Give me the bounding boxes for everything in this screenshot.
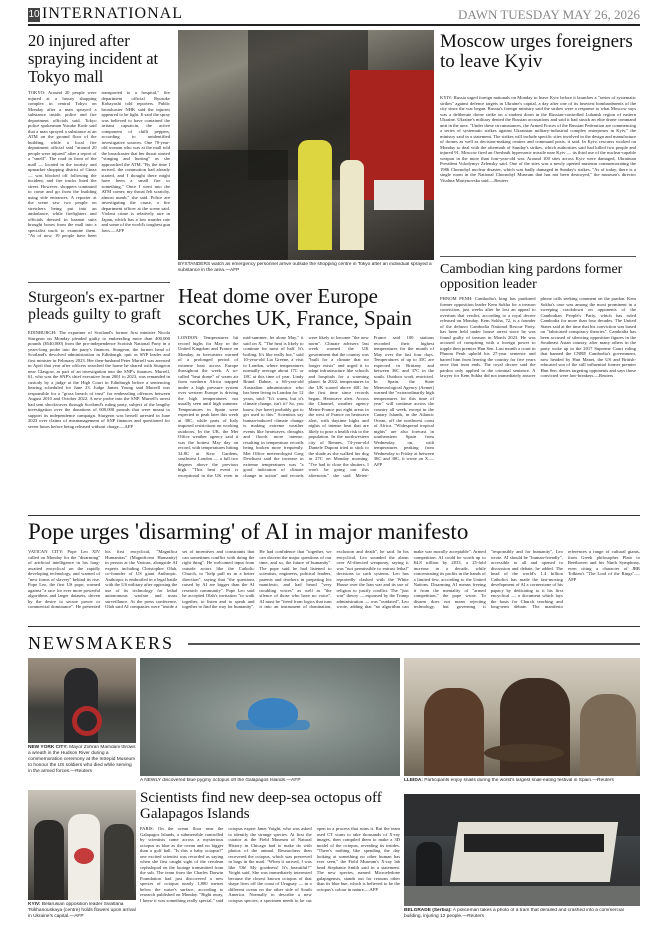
ny-photo — [28, 658, 136, 743]
heat-body: LONDON: Temperatures hit record highs for May in the United Kingdom and France on Monday, as forecasters warned of a prolonged period of extreme heat across Europe throughout the week. A so-called "heat dome" of warm air from northern Africa trapped under a high pressure system over western Europe is driving the high temperatures not usually seen until high summer. Temperatures in Spain were expected to peak later this week at 38C, while parts of Italy imposed restrictions on working outdoors. In the UK, the Met Office weather agency said it was the hottest May day on record, with temperatures hitting 34.8C at Kew Gardens, southwest London — a full two degrees above the previous high. "This heat event is exceptional in the UK even in mid-summer, let alone May," it said on X. "The heat is likely to continue for most of half. It's boiling. It's like really hot," said 10-year-old Lia Greene, a visit to London, where temperatures normally average about 17C or 18C at this time of year. Lindy Brand Dabne, a 66-year-old Australian administrator who has been living in London for 12 years, said: "It's warm, but it's climate change, isn't it? So, you know, (we have) probably got to get used to this." Scientists say human-induced climate change is making extreme weather events like heatwaves, droughts and floods more intense, resulting in temperature records being broken more frequently. Met Office meteorologist Greg Dewhurst said the increase in extreme temperatures was "a good indication of climate change in action" and records were likely to become "the new norm". Climate advisers last week warned the UK government that the country was "built for a climate that no longer exists" and urged it to adapt infrastructure like schools and hospitals for a warming planet. In 2022, temperatures in the UK soared above 40C for the first time since records began. Heatwave alert. Across the Channel, weather agency Meteo-France put eight areas in the west of France on heatwave alert, with daytime highs and nights of intense heat that are likely to pose a health risk to the population. In the northwestern city of Rennes, 74-year-old Daniele Dupont tried to stick to the shade as she walked her dog in 27C on Monday morning. "I've had to close the shutters, I won't be going out this afternoon," she said. Meteo-France said 100 stations recorded their highest temperatures for the month of May over the last four days. Temperatures of up to 35C are expected in Brittany and between 36C and 37C in the south. Outdoor work restricted. In Spain, the State Meteorological Agency (Aemet) warned the "extraordinarily high temperatures for this time of year" will continue across the country all week, except in the Canary Islands, in the Atlantic Ocean, off the northwest coast of Africa. "Widespread tropical nights" are also forecast in southeastern Spain from Wednesday on, with temperatures peaking from Wednesday to Friday at between 36C and 38C, it wrote on X.—AFP — [178, 335, 434, 478]
kyiv-photo-person-2 — [104, 824, 134, 900]
belgrade-photo-tram-windows — [464, 834, 604, 852]
belgrade-photo-street — [404, 886, 640, 906]
tokyo-caption: BYSTANDERS watch as emergency personnel arrive outside the shopping centre in Tokyo after an individual sprayed a substance in the area.—AFP — [178, 262, 432, 273]
octopus-photo-arms — [236, 720, 310, 730]
pope-top-rule — [28, 515, 640, 516]
kyiv-caption-lead: KYIV: — [28, 902, 41, 907]
header-rule — [28, 24, 640, 26]
tokyo-body: TOKYO: Around 20 people were injured at a luxury shopping complex in central Tokyo on Monday after a man sprayed a substance inside, police and fire department officials said. Tokyo police spokesman Yusuke Kode said that a man sprayed a substance at an ATM on the ground floor of the building, while a local fire department official said "around 20 people were injured" after a report of a "smell". The road in front of the mall — located in the touristy and upmarket shopping district of Ginza — was blocked off following the incident, and fire trucks lined the street. However, shoppers continued to come and go from the building using side entrances. A reporter at the scene saw two people on stretchers being put into an ambulance, while firefighters and officials dressed in hazmat suits brought boxes from the mall into a specialist truck to examine them. "As of now, 19 people have been transported to a hospital," fire department official Ryusuke Kobayashi told reporters. Public broadcaster NHK said the injuries appeared to be light. It said the spray was believed to have contained the irritant capsaicin, the active component of chilli peppers, according to unidentified investigative sources. One 70-year-old woman who was at the mall told the broadcaster that her throat started "stinging and hurting" as she approached the ATM. "By the time I arrived, the commotion had already started, and I thought there might have been a small fire or something," Once I went into the ATM corner, my throat felt scratchy, almost numb," she said. Police are investigating the cause, a fire department officer at the scene said. Violent crime is relatively rare in Japan, which has a low murder rate and some of the world's toughest gun laws.—AFP — [28, 90, 170, 238]
tokyo-photo-worker-1 — [298, 140, 332, 250]
belgrade-caption-lead: BELGRADE (Serbia): — [404, 908, 452, 913]
kyiv-photo-person-1 — [34, 820, 64, 900]
octopus-photo — [140, 658, 400, 776]
lleida-caption — [404, 778, 640, 792]
newsmakers-banner-rule — [178, 643, 640, 645]
newsmakers-title: NEWSMAKERS — [28, 634, 188, 652]
kyiv-body: KYIV: Russia urged foreign nationals on Monday to leave Kyiv before it launches a "series of systematic strikes" against defence targets in Ukraine's capital, a day after one of its heaviest bombardments of the city since the war began. Russia's foreign ministry said the strikes were a response to what Moscow says was a deliberate drone strike on a student dorm in the Russian-controlled Luhansk region of eastern Ukraine. Ukraine's military denied the Russian accusations and said it had struck an elite drone command unit in the area. "Under these circumstances, the Armed Forces of the Russian Federation are commencing a series of systematic strikes against Ukrainian military-industrial complex enterprises in Kyiv," the ministry said in a statement. The strikes will include specific sites involved in the design and manufacture of drones as well as decision-making centres and command posts, it said. In Kyiv, rescuers worked on Monday to deal with the aftermath of Sunday's strikes, which authorities said had killed two people and injured 91. Moscow fired an Oreshnik hypersonic missile near Kyiv — its third use of the nuclear-capable weapon in the more than four-year-old war. Around 100 sites across Kyiv were damaged, Ukrainian President Volodymyr Zelensky said. One of the sites was a newly opened museum commemorating the 1986 Chornobyl nuclear disaster, which was badly damaged in Sunday's strikes. "As of today, there is a single room in the National Chornobyl Museum that has not been destroyed," the museum's director Vitalina Martynovska said.—Reuters — [440, 95, 636, 183]
page-header — [0, 0, 660, 26]
lleida-caption-lead: LLEIDA: — [404, 778, 423, 783]
newsmakers-top-rule — [28, 626, 640, 627]
belgrade-caption — [404, 908, 640, 928]
sturgeon-headline: Sturgeon's ex-partner pleads guilty to graft — [28, 289, 165, 323]
lleida-photo-figure-3 — [580, 694, 636, 776]
ny-caption — [28, 745, 136, 785]
newsmakers-banner-bar — [28, 634, 640, 654]
pope-headline: Pope urges 'disarming' of AI in major manifesto — [28, 519, 469, 544]
belgrade-caption-text: A policeman takes a photo of a tram that derailed and crashed into a commercial building, injuring 12 people.—Reuters — [404, 908, 624, 919]
tokyo-headline: 20 injured after spraying incident at Tokyo mall — [28, 32, 159, 86]
cambodia-body: PHNOM PENH: Cambodia's king has pardoned former opposition leader Kem Sokha for a treason conviction, just weeks after he lost an appeal to overturn that verdict, according to a royal decree released on Monday. Kem Sokha, 72, is a founder of the defunct Cambodia National Rescue Party, has been held under house arrest since he was found guilty of treason in March 2023. He was accused of conspiring with a foreign power to topple then premier Hun Sen. Last month a court in Phnom Penh upheld his 27-year sentence and barred him from leaving the country for five years once that term ends. The royal decree said the pardon only applied to the criminal sentence. A lawyer for Kem Sokha did not immediately answer phone calls seeking comment on the pardon. Kem Sokha's case was among the most prominent in a sweeping crackdown on opponents of the Cambodian People's Party, which has ruled Cambodia for more than four decades. The United States said at the time that his conviction was based on "fabricated conspiracy theories". Cambodia has been accused of silencing opposition figures in the Southeast Asian country, after many others in the party woke up in the 2017 Supreme Court ruling that banned the CNRP. Cambodia's government, now headed by Hun Manet, the US and British-educated son of the still influential former premier Hun Sen, denies targeting opponents and says those convicted were law-breakers.—Reuters — [440, 296, 636, 378]
pope-body: VATICAN CITY: Pope Leo XIV called on Monday for the "disarming" of artificial intelligence in his long-awaited encyclical on the rapidly developing technology, and warned of "new forms of slavery" behind its rise. Pope Leo, the first US pope, warned against "a race for ever more powerful algorithms and larger datasets, driven by the desire to secure power or commercial dominance". He presented his first encyclical, "Magnifica Humanitas" (Magnificent Humanity) in person at the Vatican, alongside AI experts including Christopher Olah, co-founder of US giant Anthropic. Anthropic is embroiled in a legal battle with the US military after opposing the use of its technology for lethal autonomous warfare and mass surveillance. At the press conference, Olah said AI companies were "inside a set of incentives and constraints that can sometimes conflict with doing the right thing". He welcomed input from outside actors like the Catholic Church, to "help pull us in a better direction", saying that "the questions raised by AI are bigger than the AI research community". Pope Leo said he accepted Olah's invitation "to walk together, to listen and to speak and together to find the way for humanity". He had confidence that "together, we can discern the major questions of our time, and so, the future of humanity". The pope said he had listened to scientists, engineers, political leaders, parents and teachers in preparing his manifesto, and had heard "very troubling voices" as well as "the silence of those who have no voice". AI must be "freed from logics that turn it into an instrument of domination, exclusion and death", he said. In his encyclical, Leo sounded the alarm over AI-directed weaponry, saying it was "not permissible to entrust lethal" decisions to such systems. Leo has reportedly clashed with the White House over the Iran war and its use of religion to justify conflict. The "just war" theory — espoused by the Trump administration — was "outdated", Leo wrote, adding that "no algorithm can make war morally acceptable". Armed competition. AI could be worth up to $4.8 trillion by 2033, a 25-fold increase in a decade, while concentrating its profits in the hands of a limited few, according to the United Nations. Disarming AI means freeing it from the mentality of "armed competition," the pope wrote. To disarm does not mean rejecting technology, but governing it "responsibly and for humanity", Leo wrote. AI should be "human-friendly", accessible to all and opened to discussion and debate, he added. The head of the world's 1.4 billion Catholics has made the fast-moving development of AI a cornerstone of his papacy by dedicating to it his first encyclical — a document which lays the basis for Church teaching and long-term debate. The manifesto references a range of cultural giants, from Greek philosopher Plato to Beethoven and his Ninth Symphony, even citing a character of JRR Tolkien's "The Lord of the Rings".—AFP — [28, 549, 640, 609]
lleida-photo-figure-1 — [424, 688, 484, 776]
lleida-photo — [404, 658, 640, 776]
tokyo-photo-stretcher — [374, 180, 424, 210]
octopus-body: PARIS: On the ocean floor near the Galapagos Islands, a submersible controlled by scientists came across a mysterious octopus as blue as the ocean and no bigger than a golf ball. "Is this a baby octopus?" one excited scientist was recorded as saying when she first caught sight of the cerulean cephalopod on the footage transmitted from the sub. The team from the Charles Darwin Foundation had just discovered a new species of octopus nearly 1,800 metres below the water's surface, according to research published on Monday. "Right away, I knew it was something really special," said octopus expert Janet Voight, who was asked to identify the strange species. At first the curator at the Field Museum of Natural History in Chicago had to make do with photos of the animal. Researchers then recovered the octopus, which was preserved in bags in the mail. "When it arrived, I was like 'Oh! My goodness! It's beautiful!'" Voight said. She was immediately interested because the closest known octopus of that shape lives off the coast of Uruguay — in a different ocean on the other side of South America. Normally to describe a new octopus species, a specimen needs to be cut open in a process that ruins it. But the team used CT scans to take thousands of X-ray images, then compiled them to make a 3D model of the octopus, revealing its insides. "There's nothing like spending the day looking at something no other human has ever seen," the Field Museum's X-ray lab head Stephanie Smith said in a statement. The new species, named Microeledone galapagensis, stands out for reasons other than its blue hue, which is believed to be the octopus's colour in nature.—AFP — [140, 826, 400, 903]
cambodia-headline: Cambodian king pardons former opposition leader — [440, 262, 623, 292]
kyiv-headline: Moscow urges foreigners to leave Kyiv — [440, 32, 633, 72]
ny-caption-text: Mayor Zohran Mamdani throws a wreath in the Hudson River during a commemoration ceremony at the Intrepid Museum to honour the US soldiers who died while serving in the armed forces.—Reuters — [28, 745, 136, 774]
masthead-date: DAWN TUESDAY MAY 26, 2026 — [457, 8, 640, 21]
ny-photo-wreath — [72, 706, 102, 736]
octopus-caption: A NEWLY discovered blue pygmy octopus off the Galapagos Islands.—AFP — [140, 778, 301, 783]
belgrade-photo — [404, 794, 640, 906]
octopus-headline: Scientists find new deep-sea octopus off Galapagos Islands — [140, 790, 382, 822]
sturgeon-divider — [28, 282, 170, 283]
ny-caption-lead: NEW YORK CITY: — [28, 745, 68, 750]
kyiv-caption-text: Belarusian opposition leader Sviatlana Tsikhanouskaya (centre) holds flowers upon arrival in Ukraine's capital.—AFP — [28, 902, 136, 919]
page-number-box: 10 — [28, 9, 40, 20]
lleida-caption-text: Participants enjoy snails during the world's largest snail-eating festival in Spain.—Reuters — [424, 778, 614, 783]
lleida-photo-snails — [484, 744, 564, 762]
heat-headline: Heat dome over Europe scorches UK, France, Spain — [178, 285, 412, 329]
sturgeon-body: EDINBURGH: The expartner of Scotland's former first minister Nicola Sturgeon on Monday pleaded guilty to embezzling more than 400,000 pounds ($540,000) from the pro-independence Scottish National Party in a years-long probe into the party's finances. Sturgeon, the former head of Scotland's devolved administration in Edinburgh, quit as SNP leader and first minister in February 2023. Her then-husband Peter Murrell was arrested in April that year after officers searched the home he shared with Sturgeon near Glasgow, as part of an investigation into the SNP's finances. Murrell, 61, who was the SNP's chief executive from 2001 to 2023, was remanded in custody by a judge at the High Court in Edinburgh before a sentencing hearing scheduled for June 23. Judge James Young said Murrell was responsible for a "gross breach of trust" for embezzling offences between August 2010 and October 2022. A new probe into the SNP. Murrell's arrest had sent shockwaves through Scotland's ruling party, subject of the lengthy investigation over the donations of 600,000 pounds that were meant to support its independence campaign. Sturgeon was herself arrested in June 2023 over claims of mismanagement of SNP finances and questioned for seven hours before being released without charge.—AFP — [28, 330, 170, 429]
tokyo-photo-crowd — [178, 150, 288, 260]
tokyo-photo-worker-2 — [340, 160, 364, 250]
kyiv-caption — [28, 902, 136, 926]
section-title: INTERNATIONAL — [42, 6, 183, 22]
tokyo-photo — [178, 30, 434, 260]
kyiv-photo — [28, 790, 136, 900]
belgrade-photo-tram — [450, 822, 618, 882]
kyiv-divider — [440, 256, 636, 257]
kyiv-photo-flowers — [74, 848, 94, 864]
